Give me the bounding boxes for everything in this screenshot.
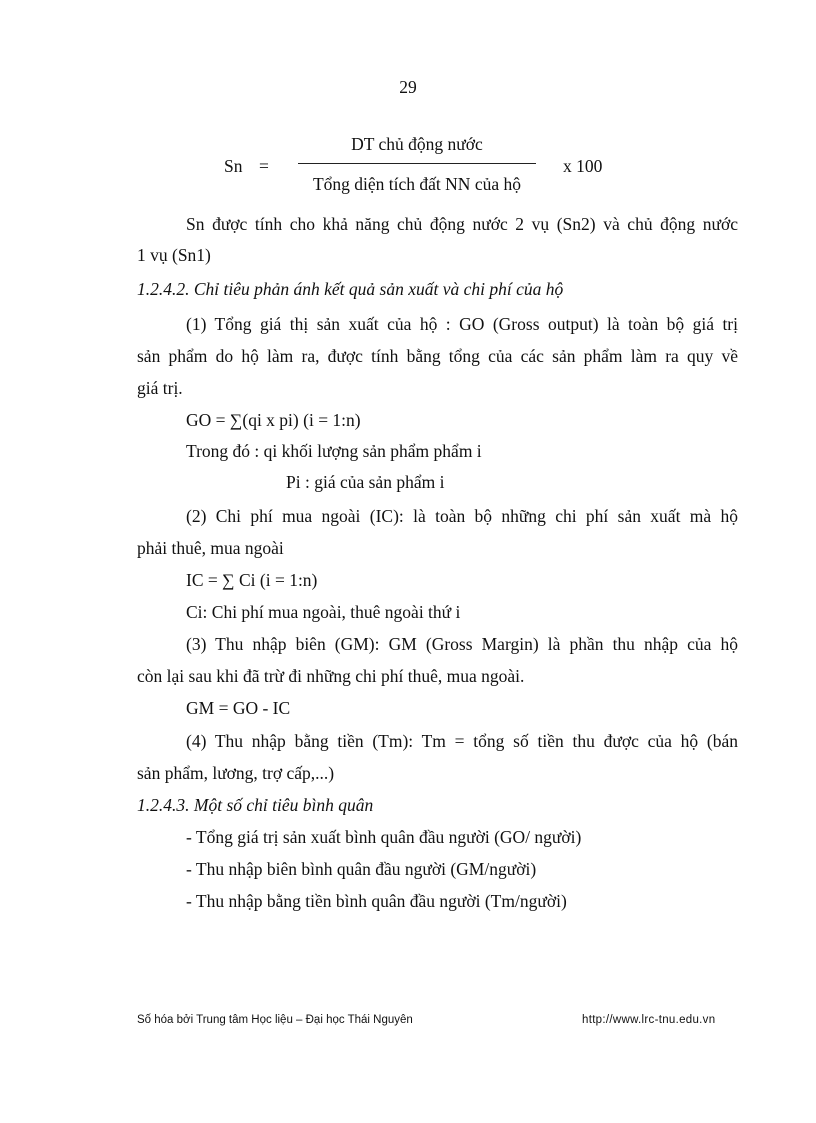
sn-paragraph-line1: Sn được tính cho khả năng chủ động nước 2 vụ (Sn2) và chủ động nước [186,214,738,234]
ic-ci-definition: Ci: Chi phí mua ngoài, thuê ngoài thứ i [186,602,461,622]
gm-formula: GM = GO - IC [186,698,291,718]
avg-item-tm: - Thu nhập bằng tiền bình quân đầu người (Tm/người) [186,891,567,911]
formula-denominator: Tổng diện tích đất NN của hộ [312,174,521,194]
tm-line1: (4) Thu nhập bằng tiền (Tm): Tm = tổng số tiền thu được của hộ (bán [186,731,738,751]
footer-source: Số hóa bởi Trung tâm Học liệu – Đại học Thái Nguyên [137,1014,413,1026]
ic-line1: (2) Chi phí mua ngoài (IC): là toàn bộ những chi phí sản xuất mà hộ [186,506,738,526]
formula-equals: = [259,156,269,176]
section-heading-1243: 1.2.4.3. Một số chỉ tiêu bình quân [137,795,374,815]
gm-line1: (3) Thu nhập biên (GM): GM (Gross Margin) là phần thu nhập của hộ [186,634,738,654]
go-line1: (1) Tổng giá thị sản xuất của hộ : GO (Gross output) là toàn bộ giá trị [186,314,738,334]
go-pi-definition: Pi : giá của sản phẩm i [286,472,445,492]
fraction-bar [298,163,536,164]
ic-line2: phải thuê, mua ngoài [137,538,284,558]
gm-line2: còn lại sau khi đã trừ đi những chi phí thuê, mua ngoài. [137,666,525,686]
formula-multiplier: x 100 [563,156,603,176]
formula-lhs: Sn [224,156,243,176]
avg-item-go: - Tổng giá trị sản xuất bình quân đầu người (GO/ người) [186,827,582,847]
footer-url[interactable]: http://www.lrc-tnu.edu.vn [582,1014,716,1026]
section-heading-1242: 1.2.4.2. Chỉ tiêu phản ánh kết quả sản xuất và chi phí của hộ [137,279,564,299]
tm-line2: sản phẩm, lương, trợ cấp,...) [137,763,335,783]
sn-paragraph-line2: 1 vụ (Sn1) [137,245,211,265]
avg-item-gm: - Thu nhập biên bình quân đầu người (GM/người) [186,859,537,879]
go-line3: giá trị. [137,378,183,398]
ic-formula: IC = ∑ Ci (i = 1:n) [186,570,318,590]
go-where: Trong đó : qi khối lượng sản phẩm phẩm i [186,441,482,461]
go-line2: sản phẩm do hộ làm ra, được tính bằng tổng của các sản phẩm làm ra quy về [137,346,738,366]
page-number: 29 [399,77,417,97]
formula-numerator: DT chủ động nước [351,134,483,154]
go-formula: GO = ∑(qi x pi) (i = 1:n) [186,410,361,430]
